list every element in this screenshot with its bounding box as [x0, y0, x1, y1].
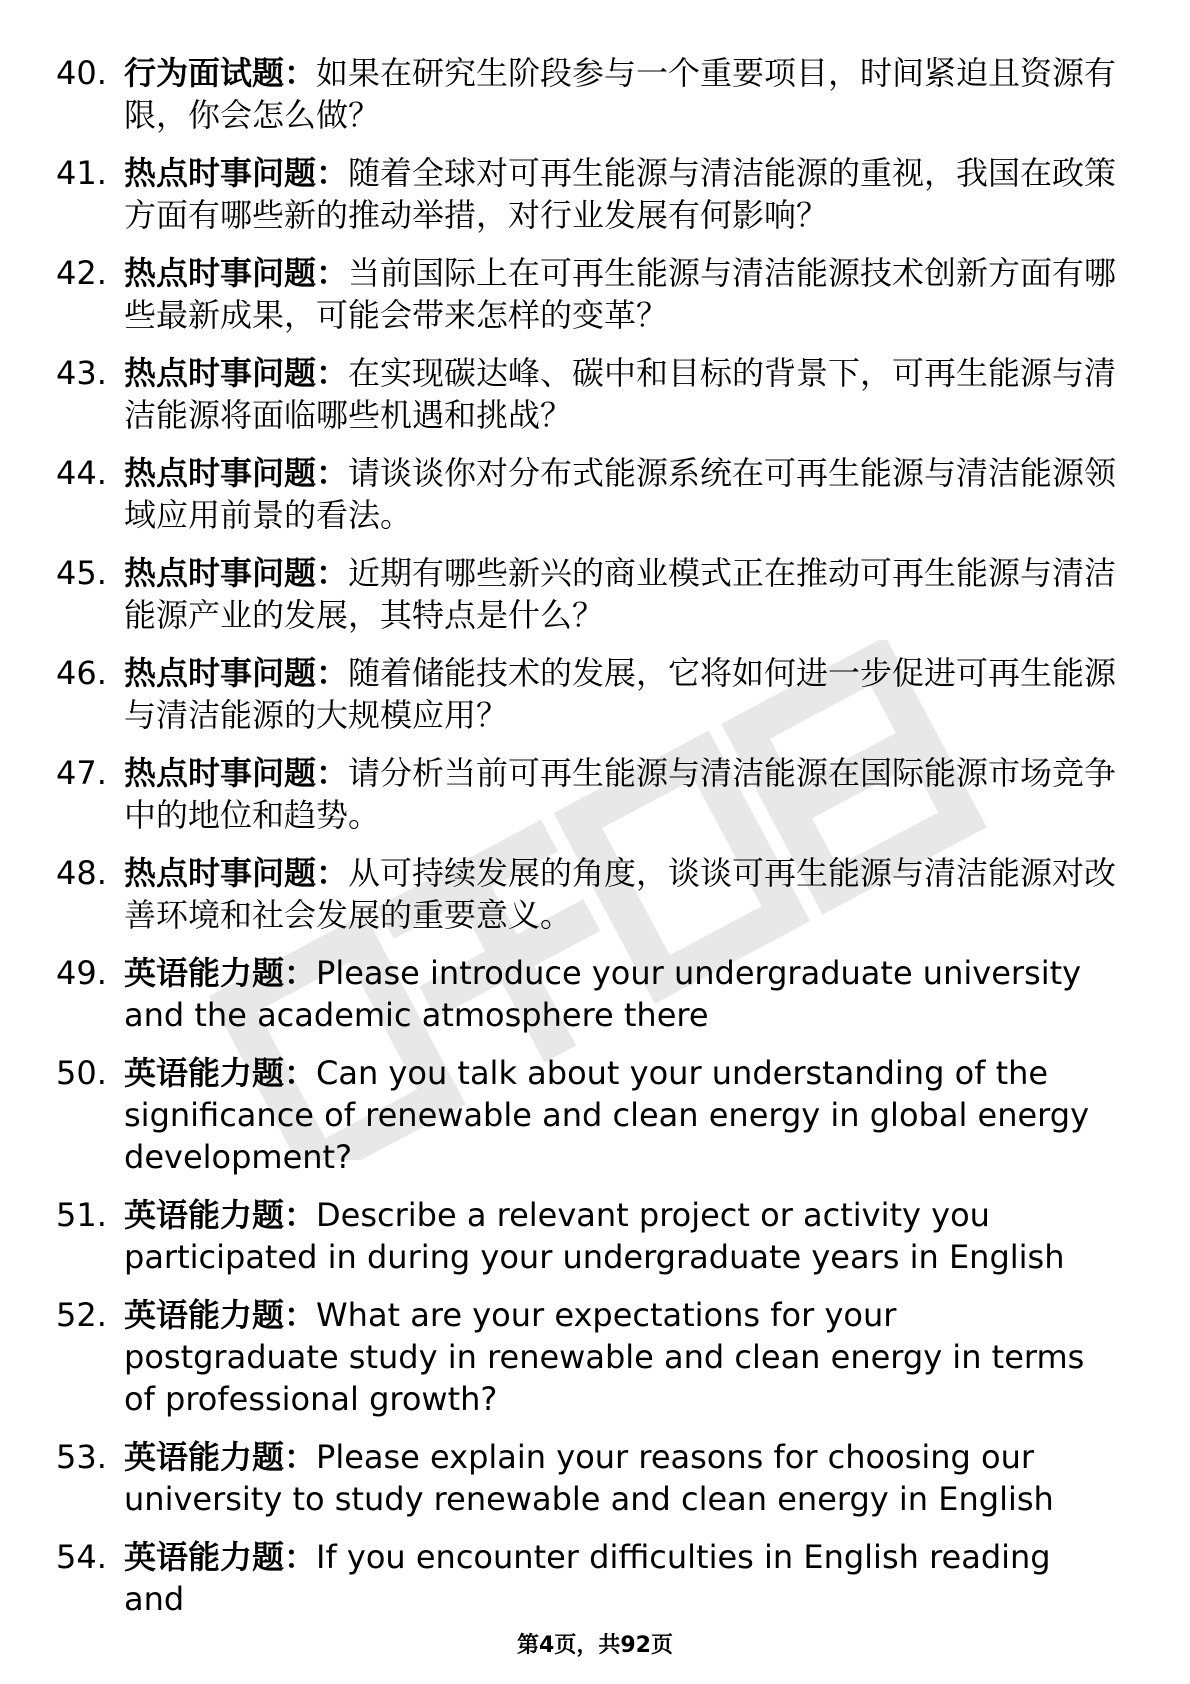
- question-text: 请分析当前可再生能源与清洁能源在国际能源市场竞争中的地位和趋势。: [124, 754, 1117, 834]
- question-category: 行为面试题：: [124, 54, 317, 92]
- question-number: 53.: [56, 1438, 107, 1476]
- question-text: 在实现碳达峰、碳中和目标的背景下，可再生能源与清洁能源将面临哪些机遇和挑战？: [124, 354, 1117, 434]
- question-text: Can you talk about your understanding of the significance of renewable and clean energy in global energy development?: [124, 1054, 1089, 1176]
- question-text: Describe a relevant project or activity you participated in during your undergraduate years in English: [124, 1196, 1065, 1276]
- question-number: 42.: [56, 254, 107, 292]
- question-item: [56, 652, 1120, 736]
- question-number: 46.: [56, 654, 107, 692]
- question-item: [56, 852, 1120, 936]
- question-item: [56, 1194, 1120, 1278]
- question-number: 45.: [56, 554, 107, 592]
- question-number: 54.: [56, 1538, 107, 1576]
- question-category: 热点时事问题：: [124, 254, 349, 292]
- question-number: 41.: [56, 154, 107, 192]
- question-item: [56, 952, 1120, 1036]
- question-number: 40.: [56, 54, 107, 92]
- page-number-footer: 第4页，共92页: [517, 1633, 673, 1658]
- question-list: [56, 52, 1120, 1636]
- question-number: 48.: [56, 854, 107, 892]
- question-number: 51.: [56, 1196, 107, 1234]
- question-text: 随着储能技术的发展，它将如何进一步促进可再生能源与清洁能源的大规模应用？: [124, 654, 1117, 734]
- question-category: 热点时事问题：: [124, 554, 349, 592]
- question-number: 49.: [56, 954, 107, 992]
- question-text: Please introduce your undergraduate university and the academic atmosphere there: [124, 954, 1082, 1034]
- question-text: 当前国际上在可再生能源与清洁能源技术创新方面有哪些最新成果，可能会带来怎样的变革？: [124, 254, 1117, 334]
- question-category: 英语能力题：: [124, 1538, 317, 1576]
- question-category: 热点时事问题：: [124, 154, 349, 192]
- question-text: 请谈谈你对分布式能源系统在可再生能源与清洁能源领域应用前景的看法。: [124, 454, 1117, 534]
- question-number: 50.: [56, 1054, 107, 1092]
- question-category: 热点时事问题：: [124, 354, 349, 392]
- question-category: 热点时事问题：: [124, 854, 349, 892]
- question-text: 如果在研究生阶段参与一个重要项目，时间紧迫且资源有限，你会怎么做？: [124, 54, 1117, 134]
- question-item: [56, 1436, 1120, 1520]
- question-category: 英语能力题：: [124, 1196, 317, 1234]
- question-category: 英语能力题：: [124, 1438, 317, 1476]
- question-number: 43.: [56, 354, 107, 392]
- question-number: 44.: [56, 454, 107, 492]
- question-category: 热点时事问题：: [124, 754, 349, 792]
- question-item: [56, 752, 1120, 836]
- question-category: 热点时事问题：: [124, 454, 349, 492]
- question-text: Please explain your reasons for choosing our university to study renewable and clean energy in English: [124, 1438, 1054, 1518]
- question-item: [56, 1294, 1120, 1420]
- question-item: [56, 1052, 1120, 1178]
- question-item: [56, 552, 1120, 636]
- question-text: 从可持续发展的角度，谈谈可再生能源与清洁能源对改善环境和社会发展的重要意义。: [124, 854, 1117, 934]
- question-item: [56, 152, 1120, 236]
- question-text: If you encounter difficulties in English reading and: [124, 1538, 1051, 1618]
- question-number: 52.: [56, 1296, 107, 1334]
- question-item: [56, 252, 1120, 336]
- question-category: 热点时事问题：: [124, 654, 349, 692]
- question-item: [56, 352, 1120, 436]
- question-text: 近期有哪些新兴的商业模式正在推动可再生能源与清洁能源产业的发展，其特点是什么？: [124, 554, 1117, 634]
- question-item: [56, 452, 1120, 536]
- question-category: 英语能力题：: [124, 1054, 317, 1092]
- question-item: [56, 52, 1120, 136]
- question-category: 英语能力题：: [124, 954, 317, 992]
- question-number: 47.: [56, 754, 107, 792]
- question-category: 英语能力题：: [124, 1296, 317, 1334]
- question-text: What are your expectations for your postgraduate study in renewable and clean energy in terms of professional growth?: [124, 1296, 1085, 1418]
- question-text: 随着全球对可再生能源与清洁能源的重视，我国在政策方面有哪些新的推动举措，对行业发展有何影响？: [124, 154, 1117, 234]
- question-item: [56, 1536, 1120, 1620]
